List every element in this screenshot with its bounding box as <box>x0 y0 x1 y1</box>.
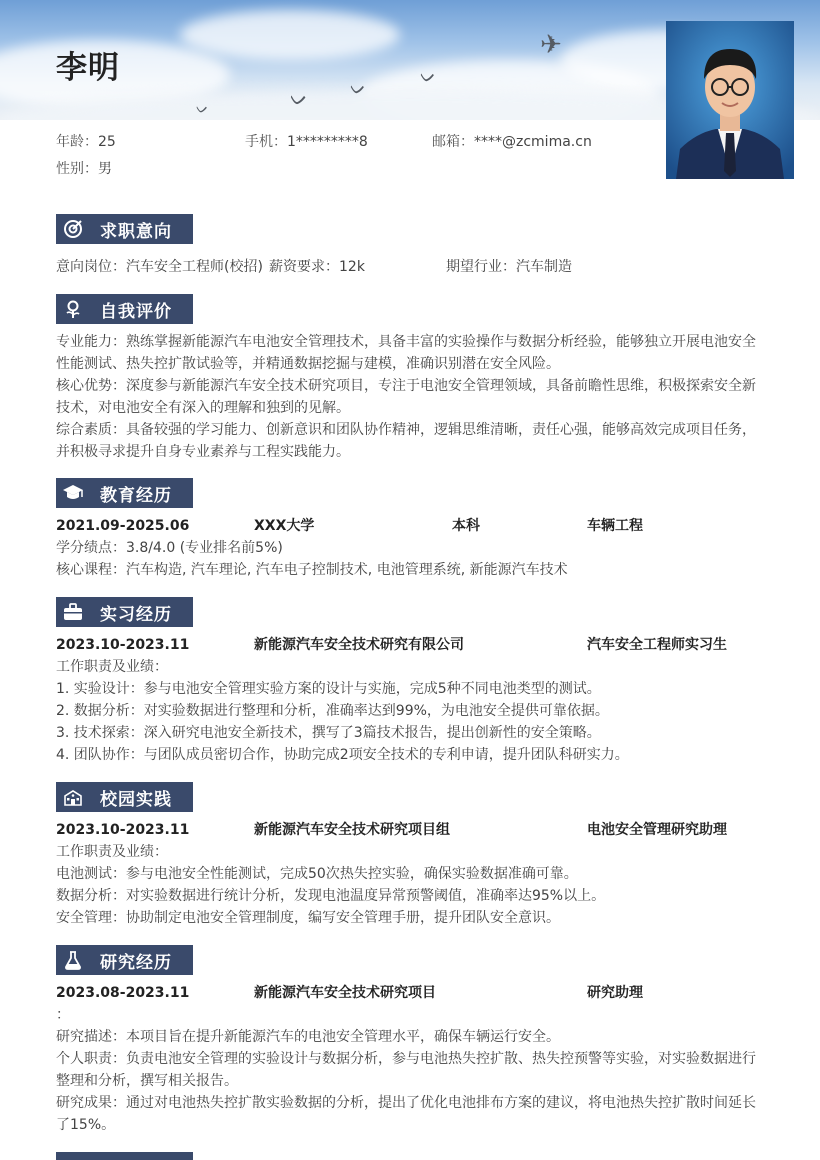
briefcase-icon <box>58 597 88 627</box>
section-header <box>56 294 193 324</box>
bird-icon: ᨆ <box>350 78 367 99</box>
email-field <box>432 131 592 151</box>
text-line: 工作职责及业绩： <box>56 844 168 860</box>
flower-icon <box>58 294 88 324</box>
section-title: 校园实践 <box>100 789 172 810</box>
section-self-evaluation <box>56 294 764 463</box>
major: 车辆工程 <box>587 518 643 534</box>
section-header <box>56 478 193 508</box>
entry-date: 2021.09-2025.06 <box>56 518 190 534</box>
section-next-partial <box>56 1152 764 1160</box>
section-education <box>56 478 764 581</box>
text-line: 学分绩点：3.8/4.0 (专业排名前5%) <box>56 540 283 556</box>
salary-value: 12k <box>339 259 365 275</box>
text-line: 数据分析：对实验数据进行统计分析，发现电池温度异常预警阈值，准确率达95%以上。 <box>56 888 606 904</box>
position-label: 意向岗位： <box>56 259 126 275</box>
position-value: 汽车安全工程师(校招) <box>126 259 263 275</box>
gender-label: 性别： <box>56 161 98 177</box>
graduation-cap-icon <box>58 478 88 508</box>
text-line: 安全管理：协助制定电池安全管理制度，编写安全管理手册，提升团队安全意识。 <box>56 910 560 926</box>
role: 电池安全管理研究助理 <box>587 822 727 838</box>
profile-photo <box>666 21 794 179</box>
email-label: 邮箱： <box>432 134 474 150</box>
campus-entry-header <box>56 819 764 841</box>
section-header <box>56 214 193 244</box>
bird-icon: ᨆ <box>420 66 437 87</box>
text-line: 整理和分析，撰写相关报告。 <box>56 1073 238 1089</box>
text-line: 了15%。 <box>56 1117 116 1133</box>
industry-label: 期望行业： <box>446 259 516 275</box>
gender-value: 男 <box>98 161 112 177</box>
text-line: 技术，对电池安全有深入的理解和独到的见解。 <box>56 400 350 416</box>
degree: 本科 <box>452 518 480 534</box>
age-value: 25 <box>98 134 116 150</box>
avatar-icon <box>666 21 794 179</box>
flask-icon <box>58 945 88 975</box>
text-line: 个人职责：负责电池安全管理的实验设计与数据分析，参与电池热失控扩散、热失控预警等实验，对实验数据进行 <box>56 1051 756 1067</box>
phone-label: 手机： <box>245 134 287 150</box>
section-title: 研究经历 <box>100 952 172 973</box>
text-line: 2. 数据分析：对实验数据进行整理和分析，准确率达到99%，为电池安全提供可靠依据。 <box>56 703 609 719</box>
age-field <box>56 131 116 151</box>
company-name: 新能源汽车安全技术研究有限公司 <box>254 637 464 653</box>
text-line: 3. 技术探索：深入研究电池安全新技术，撰写了3篇技术报告，提出创新性的安全策略。 <box>56 725 601 741</box>
salary-label: 薪资要求： <box>269 259 339 275</box>
section-header <box>56 597 193 627</box>
bird-icon: ᨆ <box>290 86 309 110</box>
phone-value: 1*********8 <box>287 134 368 150</box>
section-header <box>56 1152 193 1160</box>
section-header <box>56 782 193 812</box>
section-header <box>56 945 193 975</box>
school-building-icon <box>58 782 88 812</box>
candidate-name: 李明 <box>56 50 120 86</box>
target-icon <box>58 214 88 244</box>
bird-icon: ᨆ <box>196 101 209 117</box>
education-entry-header <box>56 515 764 537</box>
section-title: 教育经历 <box>100 485 172 506</box>
internship-entry-header <box>56 634 764 656</box>
text-line: 专业能力：熟练掌握新能源汽车电池安全管理技术，具备丰富的实验操作与数据分析经验，能够独立开展电池安全 <box>56 334 756 350</box>
organization-name: 新能源汽车安全技术研究项目组 <box>254 822 450 838</box>
role: 研究助理 <box>587 985 643 1001</box>
phone-field <box>245 131 368 151</box>
text-line: 电池测试：参与电池安全性能测试，完成50次热失控实验，确保实验数据准确可靠。 <box>56 866 578 882</box>
industry-value: 汽车制造 <box>516 259 572 275</box>
school-name: XXX大学 <box>254 518 315 534</box>
role: 汽车安全工程师实习生 <box>587 637 727 653</box>
entry-date: 2023.10-2023.11 <box>56 637 190 653</box>
text-line: 研究成果：通过对电池热失控扩散实验数据的分析，提出了优化电池排布方案的建议，将电池热失控扩散时间延长 <box>56 1095 756 1111</box>
entry-date: 2023.08-2023.11 <box>56 985 190 1001</box>
section-research <box>56 945 764 1136</box>
research-entry-header <box>56 982 764 1004</box>
section-title: 求职意向 <box>100 221 172 242</box>
section-title: 自我评价 <box>100 301 172 322</box>
bird-icon: ✈ <box>540 30 562 60</box>
text-line: 性能测试、热失控扩散试验等，并精通数据挖掘与建模，准确识别潜在安全风险。 <box>56 356 560 372</box>
intent-row <box>56 256 764 278</box>
text-line: 核心课程：汽车构造, 汽车理论, 汽车电子控制技术, 电池管理系统, 新能源汽车技术 <box>56 562 568 578</box>
gender-field <box>56 158 112 178</box>
age-label: 年龄： <box>56 134 98 150</box>
email-value: ****@zcmima.cn <box>474 134 592 150</box>
text-line: 并积极寻求提升自身专业素养与工程实践能力。 <box>56 444 350 460</box>
section-job-intent <box>56 214 764 278</box>
text-line: 综合素质：具备较强的学习能力、创新意识和团队协作精神，逻辑思维清晰，责任心强，能够高效完成项目任务， <box>56 422 756 438</box>
text-line: 1. 实验设计：参与电池安全管理实验方案的设计与实施，完成5种不同电池类型的测试。 <box>56 681 601 697</box>
text-line: 4. 团队协作：与团队成员密切合作，协助完成2项安全技术的专利申请，提升团队科研实力。 <box>56 747 629 763</box>
text-line: 工作职责及业绩： <box>56 659 168 675</box>
entry-date: 2023.10-2023.11 <box>56 822 190 838</box>
text-line: 核心优势：深度参与新能源汽车安全技术研究项目，专注于电池安全管理领域，具备前瞻性思维，积极探索安全新 <box>56 378 756 394</box>
section-campus-practice <box>56 782 764 929</box>
section-title: 实习经历 <box>100 604 172 625</box>
section-internship <box>56 597 764 766</box>
text-line: ： <box>56 1007 70 1023</box>
text-line: 研究描述：本项目旨在提升新能源汽车的电池安全管理水平，确保车辆运行安全。 <box>56 1029 560 1045</box>
project-name: 新能源汽车安全技术研究项目 <box>254 985 436 1001</box>
